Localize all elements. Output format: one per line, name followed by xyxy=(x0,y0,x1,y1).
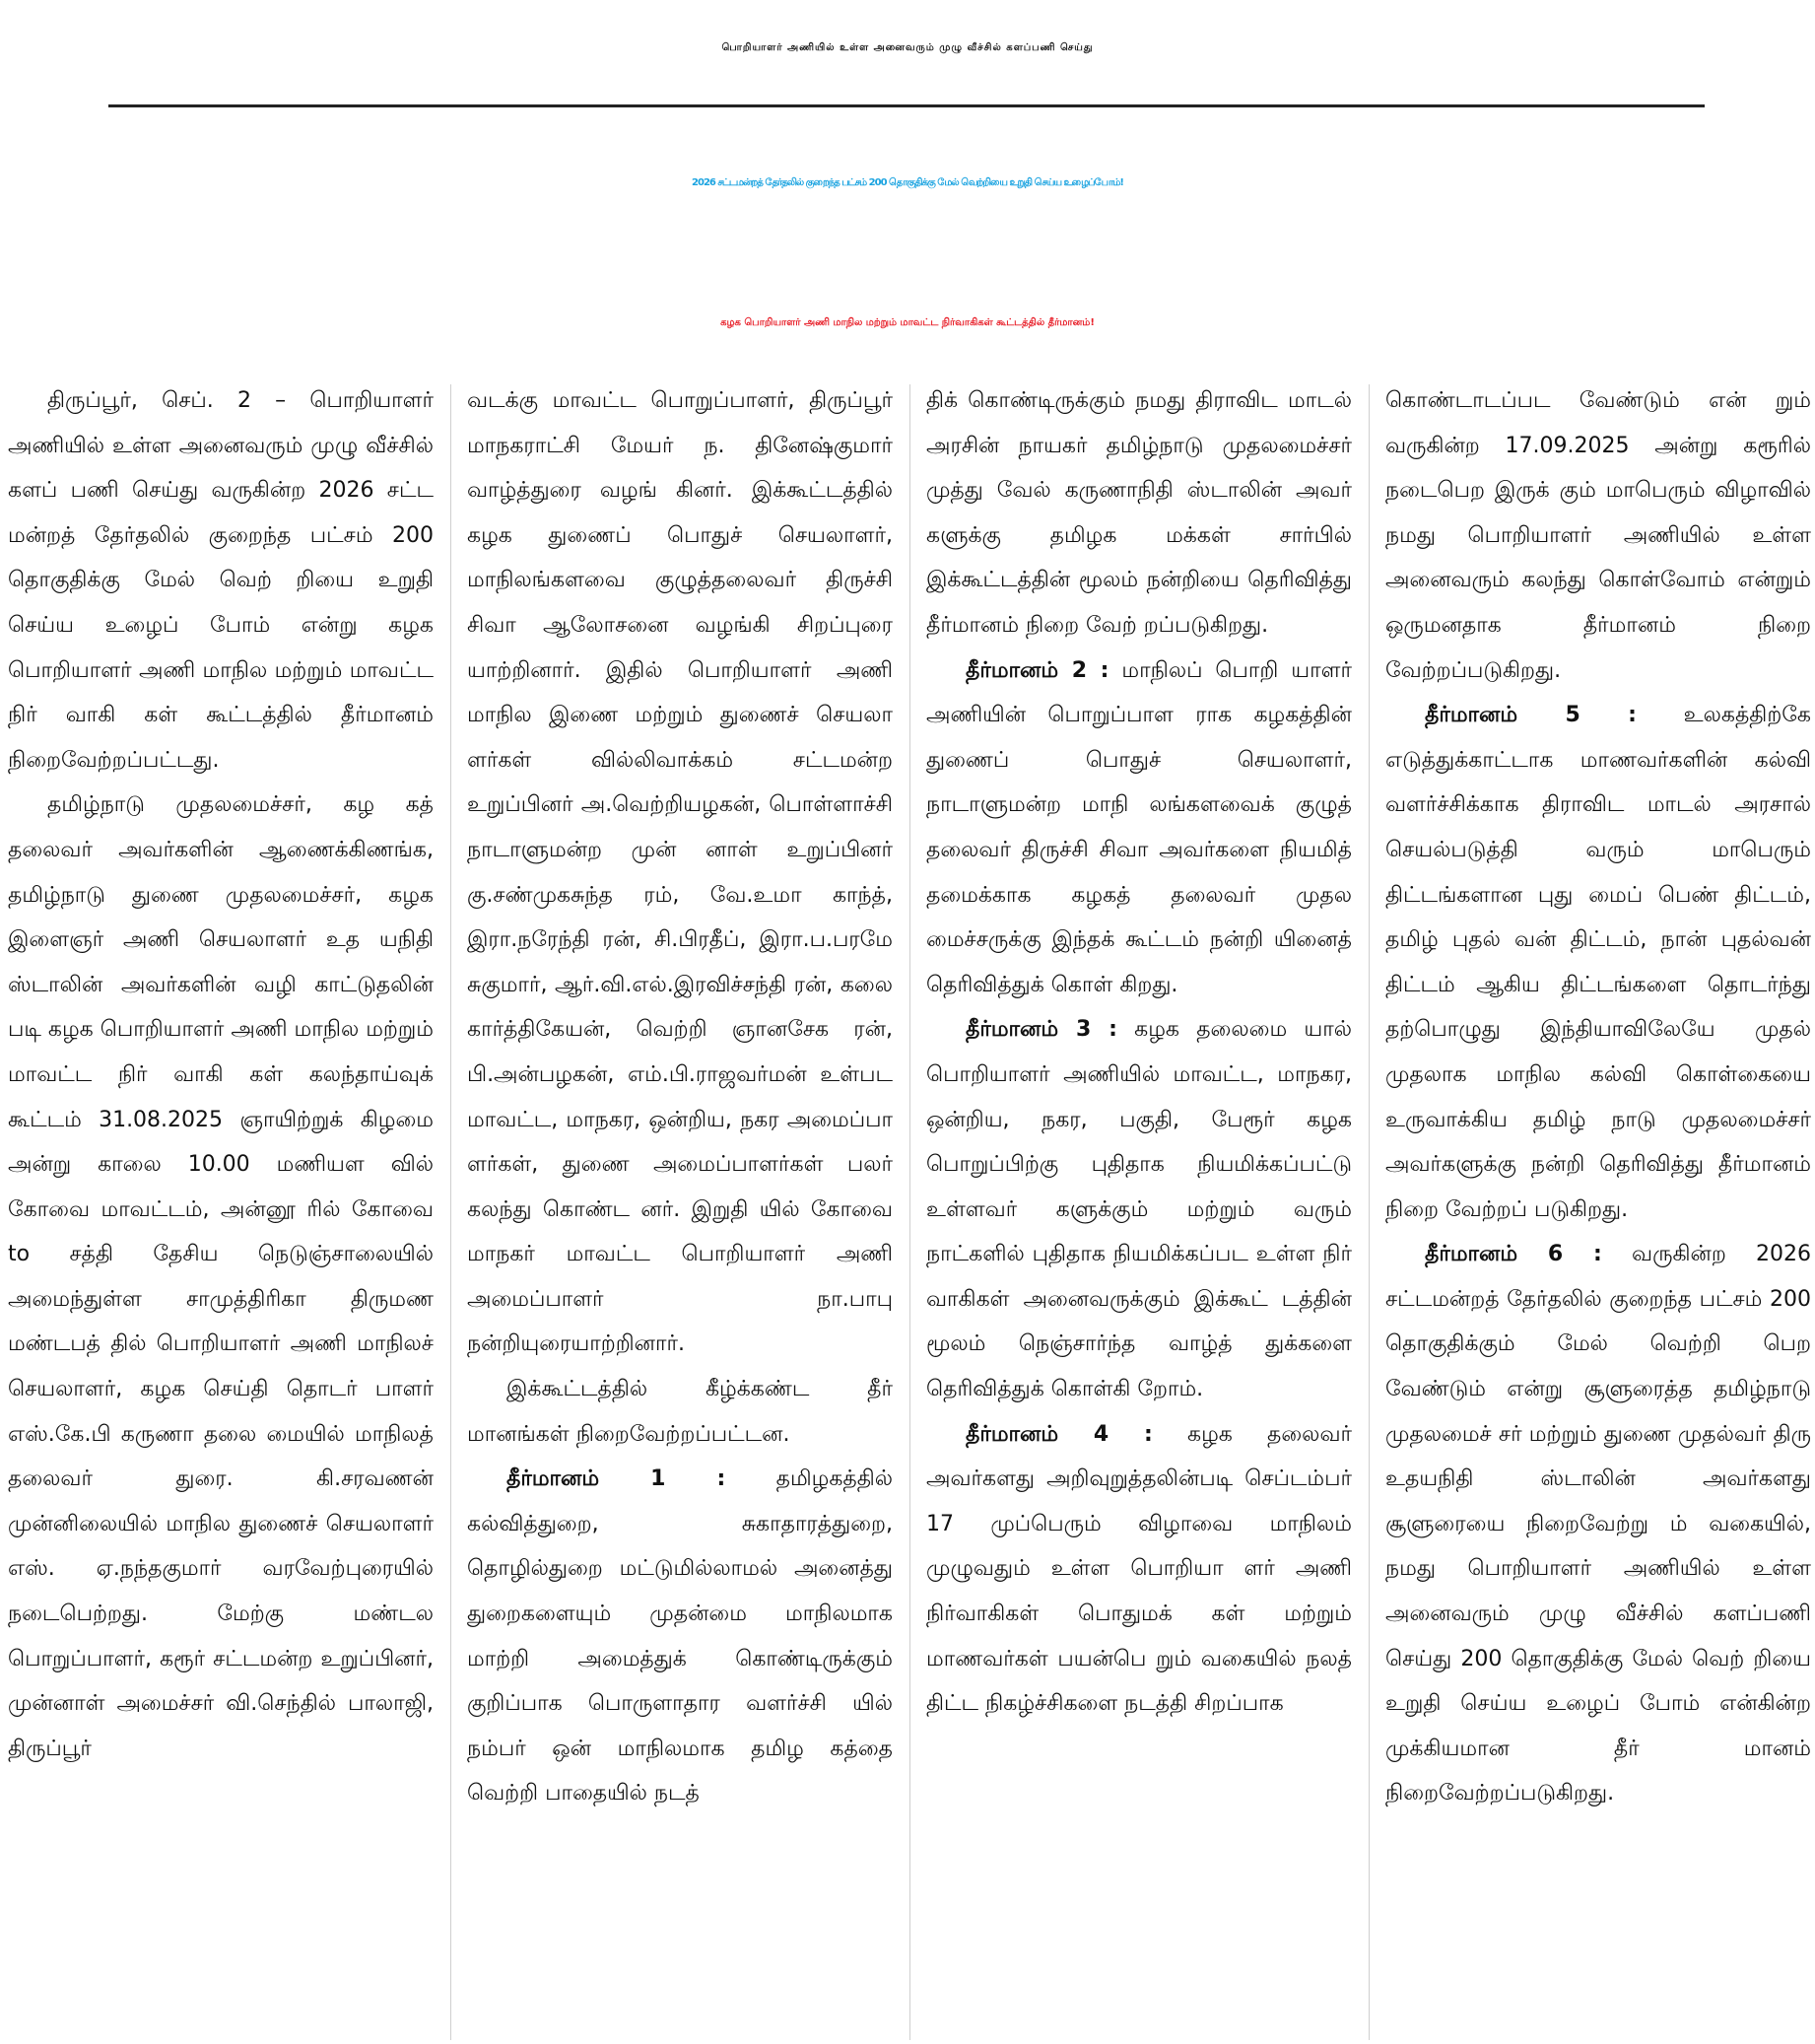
paragraph: இக்கூட்டத்தில் கீழ்க்கண்ட தீர் மானங்கள் நிறைவேற்றப்பட்டன. xyxy=(467,1377,893,1447)
resolution-label: தீர்மானம் 6 : xyxy=(1425,1242,1602,1267)
article-column-3 xyxy=(926,378,1352,2044)
article-column-4 xyxy=(1385,378,1811,2044)
article-column-2 xyxy=(467,378,893,2044)
paragraph: கொண்டாடப்பட வேண்டும் என் றும் வருகின்ற 17.09.2025 அன்று கரூரில் நடைபெற இருக் கும் மாபெரும் விழாவில் நமது பொறியாளர் அணியில் உள்ள அனைவரும் கலந்து கொள்வோம் என்றும் ஒருமனதாக தீர்மானம் நிறை வேற்றப்படுகிறது. xyxy=(1385,388,1811,683)
sub-headline: கழக பொறியாளர் அணி மாநில மற்றும் மாவட்ட நிர்வாகிகள் கூட்டத்தில் தீர்மானம்! xyxy=(720,317,1095,328)
resolution-label: தீர்மானம் 3 : xyxy=(966,1017,1117,1043)
resolution-2 xyxy=(926,648,1352,1008)
resolution-4 xyxy=(926,1412,1352,1727)
resolution-label: தீர்மானம் 5 : xyxy=(1425,703,1637,728)
resolution-label: தீர்மானம் 2 : xyxy=(966,657,1109,683)
resolution-text: தமிழகத்தில் கல்வித்துறை, சுகாதாரத்துறை, தொழில்துறை மட்டுமில்லாமல் அனைத்து துறைகளையும் முதன்மை மாநிலமாக மாற்றி அமைத்துக் கொண்டிருக்கும் குறிப்பாக பொருளாதார வளர்ச்சி யில் நம்பர் ஒன் மாநிலமாக தமிழ கத்தை வெற்றி பாதையில் நடத் xyxy=(467,1466,893,1806)
main-headline: 2026 சட்டமன்றத் தேர்தலில் குறைந்த பட்சம் 200 தொகுதிக்கு மேல் வெற்றியை உறுதி செய்ய உழைப்போம்! xyxy=(692,177,1123,188)
resolution-text: வருகின்ற 2026 சட்டமன்றத் தேர்தலில் குறைந்த பட்சம் 200 தொகுதிக்கும் மேல் வெற்றி பெற வேண்டும் என்று சூளுரைத்த தமிழ்நாடு முதலமைச் சர் மற்றும் துணை முதல்வர் திரு உதயநிதி ஸ்டாலின் அவர்களது சூளுரையை நிறைவேற்று ம் வகையில், நமது பொறியாளர் அணியில் உள்ள அனைவரும் முழு வீச்சில் களப்பணி செய்து 200 தொகுதிக்கு மேல் வெற் றியை உறுதி செய்ய உழைப் போம் என்கின்ற முக்கியமான தீர் மானம் நிறைவேற்றப்படுகிறது. xyxy=(1385,1242,1811,1806)
kicker-underline xyxy=(108,104,1705,107)
paragraph: வடக்கு மாவட்ட பொறுப்பாளர், திருப்பூர் மாநகராட்சி மேயர் ந. தினேஷ்குமார் வாழ்த்துரை வழங் கினர். இக்கூட்டத்தில் கழக துணைப் பொதுச் செயலாளர், மாநிலங்களவை குழுத்தலைவர் திருச்சி சிவா ஆலோசனை வழங்கி சிறப்புரை யாற்றினார். இதில் பொறியாளர் அணி மாநில இணை மற்றும் துணைச் செயலா ளர்கள் வில்லிவாக்கம் சட்டமன்ற உறுப்பினர் அ.வெற்றியழகன், பொள்ளாச்சி நாடாளுமன்ற முன் னாள் உறுப்பினர் கு.சண்முகசுந்த ரம், வே.உமா காந்த், இரா.நரேந்தி ரன், சி.பிரதீப், இரா.ப.பரமே சுகுமார், ஆர்.வி.எல்.இரவிச்சந்தி ரன், கலை கார்த்திகேயன், வெற்றி ஞானசேக ரன், பி.அன்பழகன், எம்.பி.ராஜவர்மன் உள்பட மாவட்ட, மாநகர, ஒன்றிய, நகர அமைப்பா ளர்கள், துணை அமைப்பாளர்கள் பலர் கலந்து கொண்ட னர். இறுதி யில் கோவை மாநகர் மாவட்ட பொறியாளர் அணி அமைப்பாளர் நா.பாபு நன்றியுரையாற்றினார். xyxy=(467,388,893,1357)
paragraph: திக் கொண்டிருக்கும் நமது திராவிட மாடல் அரசின் நாயகர் தமிழ்நாடு முதலமைச்சர் முத்து வேல் கருணாநிதி ஸ்டாலின் அவர் களுக்கு தமிழக மக்கள் சார்பில் இக்கூட்டத்தின் மூலம் நன்றியை தெரிவித்து தீர்மானம் நிறை வேற் றப்படுகிறது. xyxy=(926,388,1352,638)
resolution-text: மாநிலப் பொறி யாளர் அணியின் பொறுப்பாள ராக கழகத்தின் துணைப் பொதுச் செயலாளர், நாடாளுமன்ற மாநி லங்களவைக் குழுத் தலைவர் திருச்சி சிவா அவர்களை நியமித் தமைக்காக கழகத் தலைவர் முதல மைச்சருக்கு இந்தக் கூட்டம் நன்றி யினைத் தெரிவித்துக் கொள் கிறது. xyxy=(926,657,1352,997)
paragraph: தமிழ்நாடு முதலமைச்சர், கழ கத் தலைவர் அவர்களின் ஆணைக்கிணங்க, தமிழ்நாடு துணை முதலமைச்சர், கழக இளைஞர் அணி செயலாளர் உத யநிதி ஸ்டாலின் அவர்களின் வழி காட்டுதலின் படி கழக பொறியாளர் அணி மாநில மற்றும் மாவட்ட நிர் வாகி கள் கலந்தாய்வுக் கூட்டம் 31.08.2025 ஞாயிற்றுக் கிழமை அன்று காலை 10.00 மணியள வில் கோவை மாவட்டம், அன்னூ ரில் கோவை to சத்தி தேசிய நெடுஞ்சாலையில் அமைந்துள்ள சாமுத்திரிகா திருமண மண்டபத் தில் பொறியாளர் அணி மாநிலச் செயலாளர், கழக செய்தி தொடர் பாளர் எஸ்.கே.பி கருணா தலை மையில் மாநிலத் தலைவர் துரை. கி.சரவணன் முன்னிலையில் மாநில துணைச் செயலாளர் எஸ். ஏ.நந்தகுமார் வரவேற்புரையில் நடைபெற்றது. மேற்கு மண்டல பொறுப்பாளர், கரூர் சட்டமன்ற உறுப்பினர், முன்னாள் அமைச்சர் வி.செந்தில் பாலாஜி, திருப்பூர் xyxy=(8,792,434,1761)
resolution-1 xyxy=(467,1457,893,1816)
resolution-text: உலகத்திற்கே எடுத்துக்காட்டாக மாணவர்களின் கல்வி வளர்ச்சிக்காக திராவிட மாடல் அரசால் செயல்படுத்தி வரும் மாபெரும் திட்டங்களான புது மைப் பெண் திட்டம், தமிழ் புதல் வன் திட்டம், நான் புதல்வன் திட்டம் ஆகிய திட்டங்களை தொடர்ந்து தற்பொழுது இந்தியாவிலேயே முதல் முதலாக மாநில கல்வி கொள்கையை உருவாக்கிய தமிழ் நாடு முதலமைச்சர் அவர்களுக்கு நன்றி தெரிவித்து தீர்மானம் நிறை வேற்றப் படுகிறது. xyxy=(1385,703,1811,1222)
article-body xyxy=(8,378,1811,2044)
resolution-label: தீர்மானம் 4 : xyxy=(966,1421,1153,1447)
resolution-3 xyxy=(926,1007,1352,1411)
kicker-heading: பொறியாளர் அணியில் உள்ள அனைவரும் முழு வீச்சில் களப்பணி செய்து xyxy=(721,42,1094,53)
resolution-text: கழக தலைமை யால் பொறியாளர் அணியில் மாவட்ட, மாநகர, ஒன்றிய, நகர, பகுதி, பேரூர் கழக பொறுப்பிற்கு புதிதாக நியமிக்கப்பட்டு உள்ளவர் களுக்கும் மற்றும் வரும் நாட்களில் புதிதாக நியமிக்கப்பட உள்ள நிர் வாகிகள் அனைவருக்கும் இக்கூட் டத்தின் மூலம் நெஞ்சார்ந்த வாழ்த் துக்களை தெரிவித்துக் கொள்கி றோம். xyxy=(926,1017,1352,1402)
paragraph: திருப்பூர், செப். 2 – பொறியாளர் அணியில் உள்ள அனைவரும் முழு வீச்சில் களப் பணி செய்து வருகின்ற 2026 சட்ட மன்றத் தேர்தலில் குறைந்த பட்சம் 200 தொகுதிக்கு மேல் வெற் றியை உறுதி செய்ய உழைப் போம் என்று கழக பொறியாளர் அணி மாநில மற்றும் மாவட்ட நிர் வாகி கள் கூட்டத்தில் தீர்மானம் நிறைவேற்றப்பட்டது. xyxy=(8,388,434,773)
resolution-6 xyxy=(1385,1232,1811,1816)
resolution-5 xyxy=(1385,693,1811,1232)
resolution-text: கழக தலைவர் அவர்களது அறிவுறுத்தலின்படி செப்டம்பர் 17 முப்பெரும் விழாவை மாநிலம் முழுவதும் உள்ள பொறியா ளர் அணி நிர்வாகிகள் பொதுமக் கள் மற்றும் மாணவர்கள் பயன்பெ றும் வகையில் நலத் திட்ட நிகழ்ச்சிகளை நடத்தி சிறப்பாக xyxy=(926,1421,1352,1717)
article-column-1 xyxy=(8,378,434,2044)
resolution-label: தீர்மானம் 1 : xyxy=(506,1466,726,1492)
